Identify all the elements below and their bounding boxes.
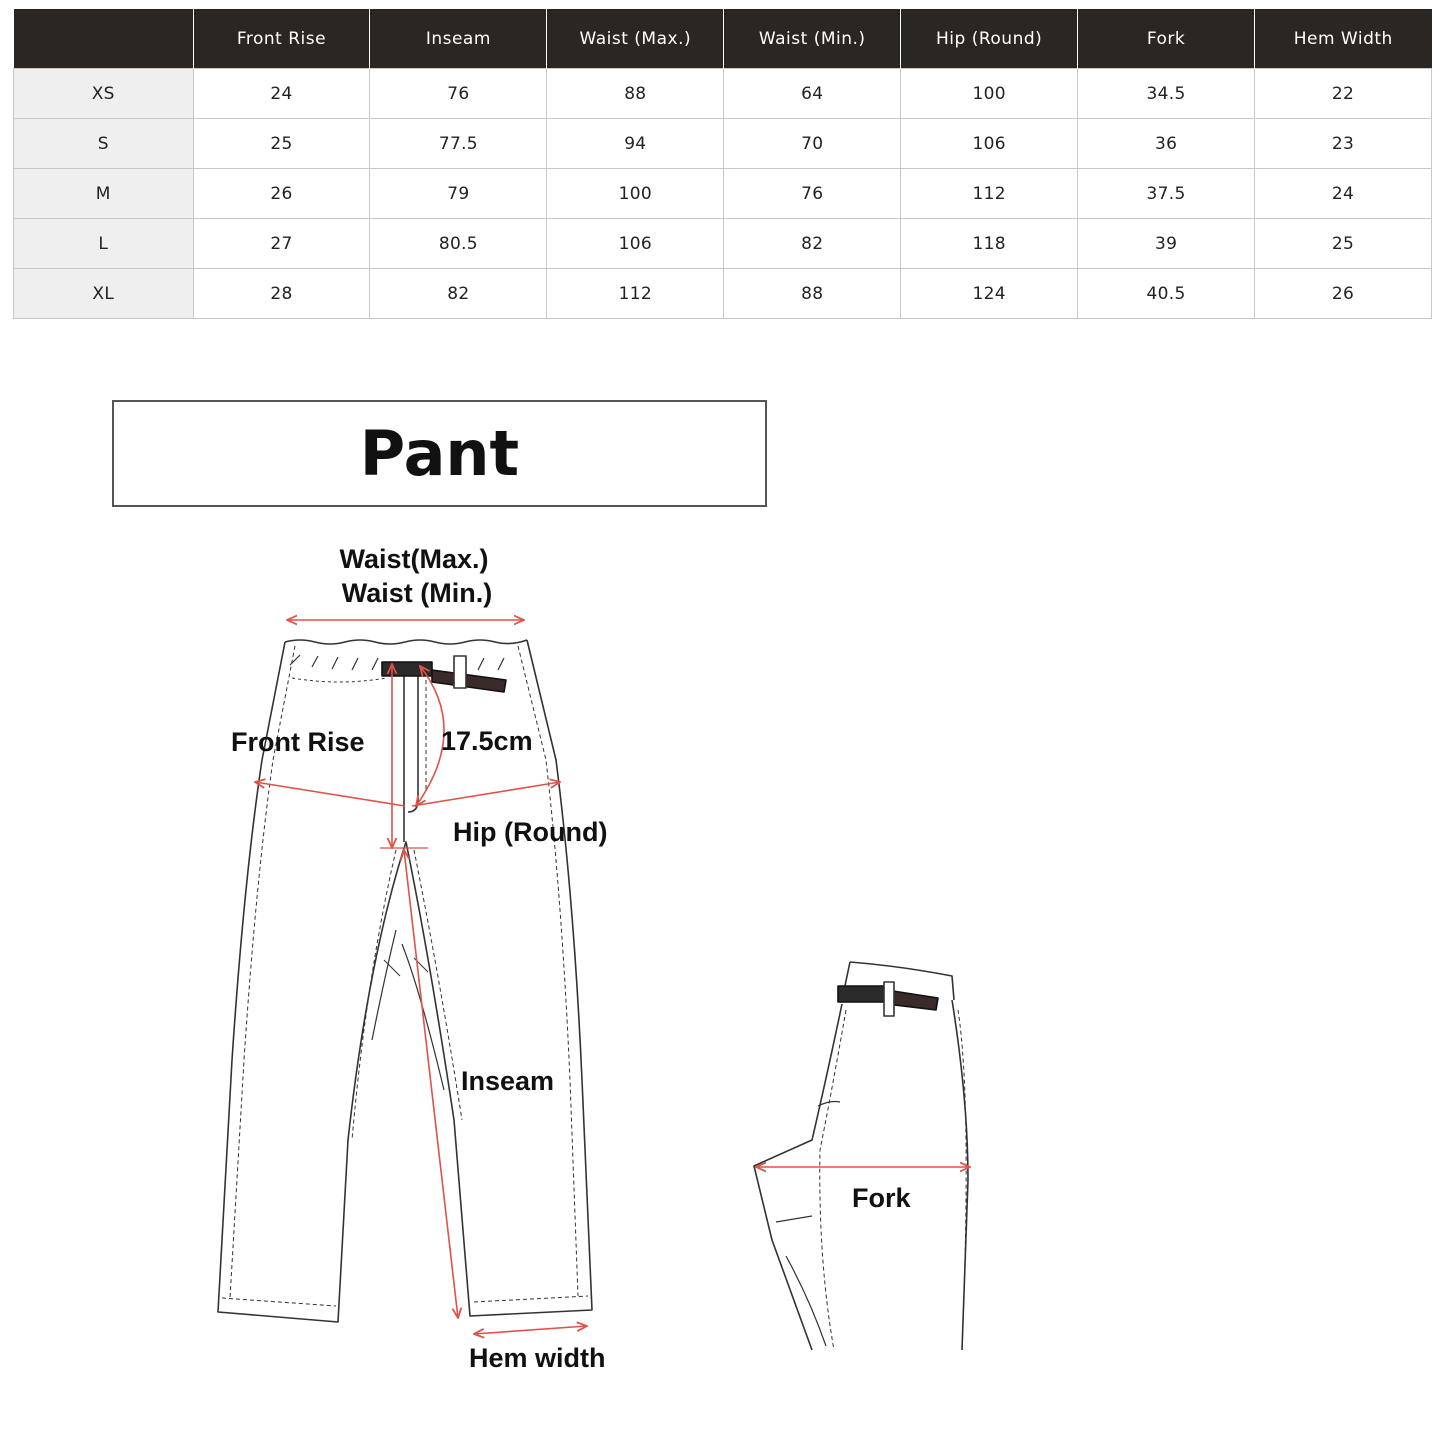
table-cell: 28: [193, 269, 370, 319]
header-front-rise: Front Rise: [193, 9, 370, 69]
table-cell: 64: [724, 69, 901, 119]
table-cell: 25: [193, 119, 370, 169]
header-waist-min: Waist (Min.): [724, 9, 901, 69]
table-cell: 76: [724, 169, 901, 219]
hip-label: Hip (Round): [453, 817, 608, 847]
table-cell: 70: [724, 119, 901, 169]
table-cell: 25: [1255, 219, 1432, 269]
size-label: XS: [14, 69, 194, 119]
size-label: M: [14, 169, 194, 219]
table-cell: 82: [724, 219, 901, 269]
waist-min-label: Waist (Min.): [341, 578, 493, 608]
header-fork: Fork: [1078, 9, 1255, 69]
table-cell: 88: [724, 269, 901, 319]
size-label: L: [14, 219, 194, 269]
fly-length-label: 17.5cm: [441, 726, 533, 756]
fork-label: Fork: [852, 1183, 911, 1213]
inseam-measure-line: [404, 850, 458, 1318]
table-cell: 22: [1255, 69, 1432, 119]
size-label: XL: [14, 269, 194, 319]
size-label: S: [14, 119, 194, 169]
table-cell: 39: [1078, 219, 1255, 269]
header-hem-width: Hem Width: [1255, 9, 1432, 69]
table-cell: 36: [1078, 119, 1255, 169]
table-cell: 94: [547, 119, 724, 169]
table-cell: 76: [370, 69, 547, 119]
header-waist-max: Waist (Max.): [547, 9, 724, 69]
hip-measure-line-left: [255, 782, 405, 806]
table-cell: 112: [547, 269, 724, 319]
hem-width-label: Hem width: [469, 1343, 606, 1373]
table-cell: 80.5: [370, 219, 547, 269]
table-cell: 40.5: [1078, 269, 1255, 319]
fly-measure-arc: [416, 666, 444, 806]
table-cell: 26: [1255, 269, 1432, 319]
front-rise-label: Front Rise: [231, 727, 365, 757]
table-cell: 106: [901, 119, 1078, 169]
table-cell: 26: [193, 169, 370, 219]
table-cell: 37.5: [1078, 169, 1255, 219]
header-hip: Hip (Round): [901, 9, 1078, 69]
diagram-title: Pant: [359, 417, 520, 490]
waist-max-label: Waist(Max.): [339, 544, 489, 574]
inseam-label: Inseam: [461, 1066, 555, 1096]
table-cell: 77.5: [370, 119, 547, 169]
header-inseam: Inseam: [370, 9, 547, 69]
table-cell: 27: [193, 219, 370, 269]
table-cell: 118: [901, 219, 1078, 269]
table-cell: 106: [547, 219, 724, 269]
table-cell: 24: [193, 69, 370, 119]
table-cell: 88: [547, 69, 724, 119]
table-cell: 34.5: [1078, 69, 1255, 119]
table-cell: 23: [1255, 119, 1432, 169]
side-pant-illustration: [754, 962, 968, 1350]
table-cell: 100: [547, 169, 724, 219]
hem-measure-line: [474, 1326, 587, 1334]
table-cell: 100: [901, 69, 1078, 119]
table-cell: 112: [901, 169, 1078, 219]
table-cell: 124: [901, 269, 1078, 319]
table-cell: 82: [370, 269, 547, 319]
table-cell: 24: [1255, 169, 1432, 219]
hip-measure-line-right: [412, 782, 560, 806]
table-cell: 79: [370, 169, 547, 219]
